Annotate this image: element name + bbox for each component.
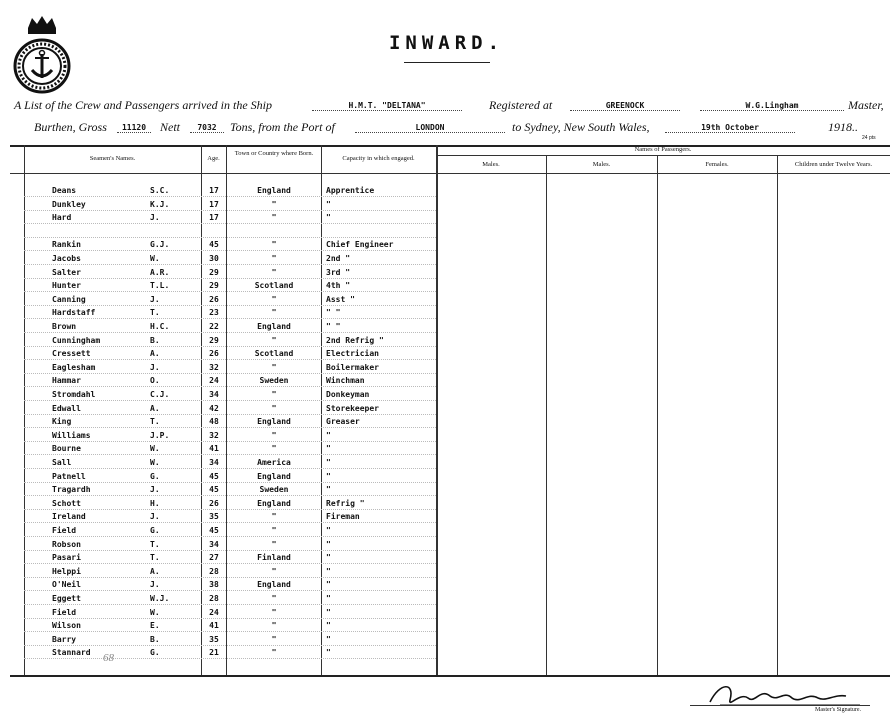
crew-capacity: Winchman bbox=[326, 376, 365, 386]
crew-birthplace: Finland bbox=[257, 553, 291, 563]
row-guide-line bbox=[24, 291, 436, 292]
row-guide-line bbox=[24, 590, 436, 591]
crew-initials: G. bbox=[150, 648, 160, 658]
crew-age: 21 bbox=[209, 648, 219, 658]
crew-surname: Hardstaff bbox=[52, 308, 96, 318]
crew-surname: Sall bbox=[52, 458, 72, 467]
table-header-rule bbox=[10, 173, 890, 174]
row-guide-line bbox=[24, 645, 436, 646]
col-divider-left bbox=[24, 145, 25, 675]
row-guide-line bbox=[24, 223, 436, 224]
crew-initials: J. bbox=[150, 294, 160, 304]
crew-birthplace: England bbox=[257, 498, 291, 508]
crew-initials: A. bbox=[150, 349, 160, 359]
row-guide-line bbox=[24, 318, 436, 319]
crew-initials: G. bbox=[150, 471, 160, 481]
crew-age: 45 bbox=[209, 485, 219, 495]
crew-age: 17 bbox=[209, 213, 219, 223]
crew-birthplace: " bbox=[271, 430, 277, 440]
col-divider-children bbox=[777, 155, 778, 675]
crew-initials: T. bbox=[150, 417, 160, 427]
row-guide-line bbox=[24, 454, 436, 455]
crew-surname: Eaglesham bbox=[52, 362, 96, 372]
crew-birthplace: England bbox=[257, 417, 291, 427]
crew-birthplace: England bbox=[257, 580, 291, 590]
row-guide-line bbox=[24, 509, 436, 510]
crew-initials: W.J. bbox=[150, 594, 170, 603]
crew-surname: Edwall bbox=[52, 403, 81, 413]
crew-surname: King bbox=[52, 417, 72, 427]
crew-age: 24 bbox=[209, 376, 219, 386]
crew-age: 17 bbox=[209, 186, 219, 195]
col-divider-males2 bbox=[546, 155, 547, 675]
crew-surname: Pasari bbox=[52, 553, 81, 563]
header-age: Age. bbox=[207, 155, 220, 162]
row-guide-line bbox=[24, 373, 436, 374]
row-guide-line bbox=[24, 577, 436, 578]
crew-birthplace: " bbox=[271, 267, 277, 277]
row-guide-line bbox=[24, 631, 436, 632]
crew-capacity: " bbox=[326, 485, 331, 495]
header-males-1: Males. bbox=[482, 161, 500, 168]
crew-capacity: Boilermaker bbox=[326, 362, 379, 372]
crew-surname: Salter bbox=[52, 267, 81, 277]
crew-age: 35 bbox=[209, 512, 219, 522]
crew-birthplace: America bbox=[257, 458, 291, 467]
col-divider-town bbox=[226, 145, 227, 675]
crew-birthplace: " bbox=[271, 335, 277, 345]
crew-birthplace: " bbox=[271, 213, 277, 223]
row-guide-line bbox=[24, 400, 436, 401]
crew-capacity: Greaser bbox=[326, 417, 360, 427]
crew-capacity: " bbox=[326, 199, 331, 209]
burthen-label: Burthen, Gross bbox=[34, 120, 107, 134]
crew-age: 29 bbox=[209, 335, 219, 345]
crew-capacity: " bbox=[326, 607, 331, 617]
crew-age: 24 bbox=[209, 607, 219, 617]
crew-age: 22 bbox=[209, 322, 219, 331]
tons-label: Tons, from the Port of bbox=[230, 120, 335, 134]
crew-surname: Hard bbox=[52, 213, 72, 223]
crew-capacity: " bbox=[326, 648, 331, 658]
crew-surname: Hunter bbox=[52, 281, 81, 291]
crew-capacity: Fireman bbox=[326, 512, 360, 522]
crew-age: 29 bbox=[209, 281, 219, 291]
crew-age: 27 bbox=[209, 553, 219, 563]
crew-age: 45 bbox=[209, 526, 219, 535]
crew-initials: S.C. bbox=[150, 186, 170, 195]
row-guide-line bbox=[24, 305, 436, 306]
crew-surname: Schott bbox=[52, 498, 81, 508]
crew-birthplace: " bbox=[271, 607, 277, 617]
crew-capacity: Apprentice bbox=[326, 186, 375, 195]
crew-surname: Stannard bbox=[52, 648, 91, 658]
crew-birthplace: " bbox=[271, 390, 277, 399]
crew-birthplace: England bbox=[257, 471, 291, 481]
crew-age: 41 bbox=[209, 444, 219, 454]
crew-birthplace: " bbox=[271, 199, 277, 209]
row-guide-line bbox=[24, 196, 436, 197]
crew-age: 26 bbox=[209, 498, 219, 508]
crew-age: 35 bbox=[209, 634, 219, 644]
col-divider-capacity bbox=[321, 145, 322, 675]
crew-surname: Wilson bbox=[52, 621, 81, 631]
crew-capacity: Chief Engineer bbox=[326, 240, 394, 250]
crew-initials: G.J. bbox=[150, 240, 170, 250]
crew-capacity: " bbox=[326, 594, 331, 603]
crew-surname: Robson bbox=[52, 539, 81, 549]
crew-birthplace: England bbox=[257, 186, 291, 195]
crew-surname: Stromdahl bbox=[52, 390, 96, 399]
crew-capacity: 3rd " bbox=[326, 267, 351, 277]
crew-capacity: " bbox=[326, 471, 331, 481]
nett-label: Nett bbox=[160, 120, 180, 134]
crew-age: 30 bbox=[209, 254, 219, 263]
crew-birthplace: " bbox=[271, 240, 277, 250]
crew-capacity: " bbox=[326, 444, 331, 454]
row-guide-line bbox=[24, 250, 436, 251]
crew-capacity: " bbox=[326, 458, 331, 467]
crew-capacity: Electrician bbox=[326, 349, 379, 359]
arrival-year: 1918.. bbox=[828, 120, 858, 134]
corner-reference: 24 pts bbox=[862, 135, 876, 141]
crew-initials: C.J. bbox=[150, 390, 170, 399]
row-guide-line bbox=[24, 468, 436, 469]
crew-capacity: " bbox=[326, 553, 331, 563]
crew-birthplace: " bbox=[271, 294, 277, 304]
crew-surname: Helppi bbox=[52, 566, 81, 576]
crew-initials: T. bbox=[150, 539, 160, 549]
crew-birthplace: " bbox=[271, 634, 277, 644]
crew-initials: T. bbox=[150, 553, 160, 563]
crew-age: 48 bbox=[209, 417, 219, 427]
crew-surname: Cressett bbox=[52, 349, 91, 359]
crew-surname: Jacobs bbox=[52, 254, 81, 263]
row-guide-line bbox=[24, 427, 436, 428]
crew-surname: Ireland bbox=[52, 512, 86, 522]
crew-initials: H. bbox=[150, 498, 160, 508]
crew-age: 28 bbox=[209, 594, 219, 603]
row-guide-line bbox=[24, 482, 436, 483]
crew-capacity: Storekeeper bbox=[326, 403, 379, 413]
crew-capacity: " bbox=[326, 213, 331, 223]
crew-capacity: " bbox=[326, 526, 331, 535]
header-males-2: Males. bbox=[592, 161, 611, 168]
row-guide-line bbox=[24, 441, 436, 442]
crew-birthplace: " bbox=[271, 308, 277, 318]
crew-age: 32 bbox=[209, 362, 219, 372]
crew-initials: T.L. bbox=[150, 281, 170, 291]
row-guide-line bbox=[24, 658, 436, 659]
crew-capacity: " bbox=[326, 566, 331, 576]
list-intro-text: A List of the Crew and Passengers arrived in the Ship bbox=[14, 98, 272, 112]
crew-birthplace: " bbox=[271, 621, 277, 631]
from-port: LONDON bbox=[355, 123, 505, 133]
col-divider-age bbox=[201, 145, 202, 675]
crew-birthplace: Sweden bbox=[259, 376, 289, 386]
header-town: Town or Country where Born. bbox=[234, 150, 314, 157]
crew-surname: Williams bbox=[52, 430, 91, 440]
crew-birthplace: " bbox=[271, 444, 277, 454]
row-guide-line bbox=[24, 414, 436, 415]
crew-capacity: Refrig " bbox=[326, 498, 365, 508]
header-children: Children under Twelve Years. bbox=[794, 161, 873, 168]
row-guide-line bbox=[24, 332, 436, 333]
registered-at-label: Registered at bbox=[489, 98, 553, 112]
crew-capacity: " bbox=[326, 580, 331, 590]
crew-surname: Bourne bbox=[52, 444, 81, 454]
row-guide-line bbox=[24, 536, 436, 537]
crew-surname: Eggett bbox=[52, 594, 81, 603]
crew-initials: A.R. bbox=[150, 267, 170, 277]
page-title: INWARD. bbox=[388, 32, 505, 54]
crew-birthplace: Scotland bbox=[254, 349, 294, 359]
crew-capacity: 2nd Refrig " bbox=[326, 335, 384, 345]
crew-capacity: " bbox=[326, 539, 331, 549]
nett-tonnage: 7032 bbox=[190, 123, 224, 133]
crew-initials: W. bbox=[150, 444, 160, 454]
row-guide-line bbox=[24, 210, 436, 211]
signature-line bbox=[690, 705, 870, 706]
row-guide-line bbox=[24, 550, 436, 551]
col-divider-passengers bbox=[436, 145, 438, 675]
crew-initials: E. bbox=[150, 621, 160, 631]
crew-surname: Field bbox=[52, 526, 77, 535]
crew-initials: J.P. bbox=[150, 430, 170, 440]
crew-capacity: 2nd " bbox=[326, 254, 351, 263]
crew-age: 29 bbox=[209, 267, 219, 277]
crew-initials: A. bbox=[150, 403, 160, 413]
crew-surname: Cunningham bbox=[52, 335, 101, 345]
crew-surname: Brown bbox=[52, 322, 77, 331]
crew-birthplace: " bbox=[271, 594, 277, 603]
crew-age: 34 bbox=[209, 458, 219, 467]
crew-age: 23 bbox=[209, 308, 219, 318]
crew-surname: Hammar bbox=[52, 376, 81, 386]
header-females: Females. bbox=[705, 161, 729, 168]
crew-capacity: Asst " bbox=[326, 294, 355, 304]
header-seamen: Seamen's Names. bbox=[89, 155, 136, 162]
crew-age: 34 bbox=[209, 390, 219, 399]
destination-label: to Sydney, New South Wales, bbox=[512, 120, 650, 134]
header-capacity: Capacity in which engaged. bbox=[342, 155, 415, 162]
crew-birthplace: " bbox=[271, 362, 277, 372]
crew-birthplace: " bbox=[271, 648, 277, 658]
crew-birthplace: " bbox=[271, 539, 277, 549]
crew-birthplace: " bbox=[271, 403, 277, 413]
crew-age: 45 bbox=[209, 471, 219, 481]
crew-age: 42 bbox=[209, 403, 219, 413]
crew-capacity: " bbox=[326, 621, 331, 631]
table-bottom-rule bbox=[10, 675, 890, 677]
master-name: W.G.Lingham bbox=[700, 101, 844, 111]
crew-initials: W. bbox=[150, 254, 160, 263]
crew-initials: W. bbox=[150, 607, 160, 617]
crew-age: 17 bbox=[209, 199, 219, 209]
crew-birthplace: " bbox=[271, 512, 277, 522]
crew-initials: A. bbox=[150, 566, 160, 576]
crew-initials: J. bbox=[150, 580, 160, 590]
row-guide-line bbox=[24, 386, 436, 387]
row-guide-line bbox=[24, 359, 436, 360]
crew-initials: B. bbox=[150, 335, 160, 345]
crew-surname: Patnell bbox=[52, 471, 86, 481]
registered-port: GREENOCK bbox=[570, 101, 680, 111]
crew-capacity: " " bbox=[326, 308, 341, 318]
crew-capacity: " bbox=[326, 430, 331, 440]
crew-birthplace: Sweden bbox=[259, 485, 289, 495]
crew-surname: Deans bbox=[52, 186, 77, 195]
crew-surname: Canning bbox=[52, 294, 86, 304]
crew-age: 41 bbox=[209, 621, 219, 631]
handwritten-annotation: 68 bbox=[103, 652, 114, 664]
row-guide-line bbox=[24, 563, 436, 564]
crew-age: 28 bbox=[209, 566, 219, 576]
crew-initials: O. bbox=[150, 376, 160, 386]
crew-initials: G. bbox=[150, 526, 160, 535]
ship-name: H.M.T. "DELTANA" bbox=[312, 101, 462, 111]
crew-surname: Tragardh bbox=[52, 485, 91, 495]
crew-birthplace: " bbox=[271, 254, 277, 263]
crew-initials: K.J. bbox=[150, 199, 170, 209]
crew-age: 45 bbox=[209, 240, 219, 250]
passengers-header-rule bbox=[436, 155, 890, 156]
signature-label: Master's Signature. bbox=[815, 707, 862, 713]
crew-initials: J. bbox=[150, 213, 160, 223]
crew-initials: W. bbox=[150, 458, 160, 467]
crew-surname: Rankin bbox=[52, 240, 81, 250]
row-guide-line bbox=[24, 237, 436, 238]
crew-age: 34 bbox=[209, 539, 219, 549]
crew-surname: Dunkley bbox=[52, 199, 86, 209]
col-divider-females bbox=[657, 155, 658, 675]
row-guide-line bbox=[24, 346, 436, 347]
crew-initials: J. bbox=[150, 512, 160, 522]
gross-tonnage: 11120 bbox=[117, 123, 151, 133]
crew-capacity: " bbox=[326, 634, 331, 644]
crew-birthplace: Scotland bbox=[254, 281, 294, 291]
crew-birthplace: England bbox=[257, 322, 291, 331]
crew-capacity: " " bbox=[326, 322, 341, 331]
crew-age: 26 bbox=[209, 294, 219, 304]
crew-birthplace: " bbox=[271, 566, 277, 576]
crew-birthplace: " bbox=[271, 526, 277, 535]
row-guide-line bbox=[24, 264, 436, 265]
row-guide-line bbox=[24, 522, 436, 523]
crew-initials: H.C. bbox=[150, 322, 170, 331]
row-guide-line bbox=[24, 495, 436, 496]
crew-initials: J. bbox=[150, 362, 160, 372]
row-guide-line bbox=[24, 278, 436, 279]
crew-surname: O'Neil bbox=[52, 580, 81, 590]
crew-initials: B. bbox=[150, 634, 160, 644]
row-guide-line bbox=[24, 604, 436, 605]
crew-surname: Field bbox=[52, 607, 77, 617]
crew-surname: Barry bbox=[52, 634, 77, 644]
header-passengers: Names of Passengers. bbox=[634, 146, 692, 153]
crew-capacity: 4th " bbox=[326, 281, 351, 291]
master-label: Master, bbox=[848, 98, 884, 112]
crew-age: 26 bbox=[209, 349, 219, 359]
crew-initials: J. bbox=[150, 485, 160, 495]
crew-capacity: Donkeyman bbox=[326, 390, 370, 399]
row-guide-line bbox=[24, 618, 436, 619]
title-underline bbox=[404, 62, 490, 63]
crew-age: 32 bbox=[209, 430, 219, 440]
crew-age: 38 bbox=[209, 580, 219, 590]
crew-initials: T. bbox=[150, 308, 160, 318]
arrival-date: 19th October bbox=[665, 123, 795, 133]
